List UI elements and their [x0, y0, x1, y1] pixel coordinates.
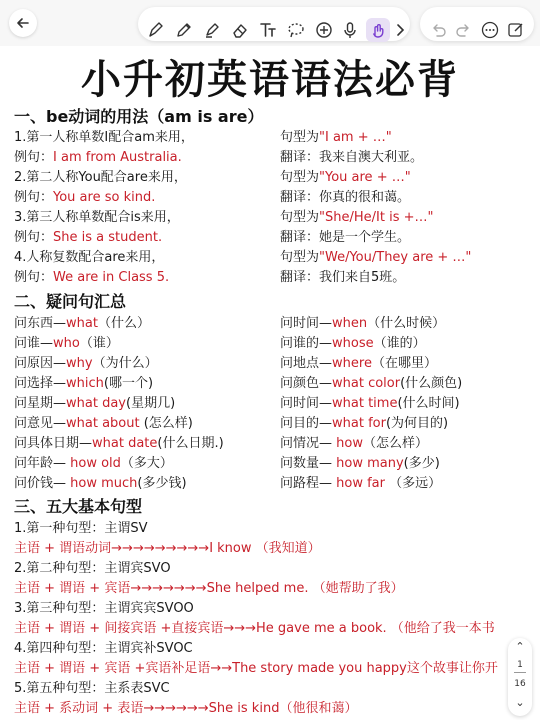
pencil-tool-button[interactable]: [172, 18, 196, 42]
page-divider: [514, 672, 526, 673]
pattern-formula: 主语 + 谓语 + 间接宾语 +直接宾语→→→He gave me a book. （他给了我一本书: [14, 621, 495, 636]
be-row-right: [280, 126, 392, 145]
be-row-left: [14, 126, 194, 145]
pattern-formula: 主语 + 谓语 + 宾语 +宾语补足语→→The story made you happy这个故事让你开: [14, 661, 498, 676]
pattern-formula: 主语 + 系动词 + 表语→→→→→→She is kind（他很和蔼）: [14, 701, 358, 716]
hand-gesture-icon: [368, 20, 388, 40]
question-meaning: (多少): [403, 456, 440, 471]
be-row-label: 1.第一人称单数I配合am来用，: [14, 130, 194, 145]
question-meaning: (怎么样): [139, 416, 193, 431]
be-row-right: [280, 166, 411, 185]
pattern-title: 2.第二种句型：主谓宾SVO: [14, 561, 171, 576]
be-row-label: 例句：: [14, 230, 54, 245]
page-title: 小升初英语语法必背: [81, 57, 459, 103]
question-purpose: 问年龄—: [14, 456, 71, 471]
pattern-title: 3.第三种句型：主谓宾宾SVOO: [14, 601, 194, 616]
pattern-title: 4.第四种句型：主谓宾补SVOC: [14, 641, 193, 656]
be-row-note: 翻译：她是一个学生。: [280, 230, 411, 245]
pattern-formula: 主语 + 谓语动词→→→→→→→→→I know （我知道）: [14, 541, 321, 556]
question-word: when: [332, 316, 368, 331]
drawing-tools-bar: [138, 7, 410, 41]
be-sentence-pattern: "I am + …": [319, 130, 392, 145]
microphone-icon: [340, 20, 360, 40]
be-row-label: 2.第二人称You配合are来用，: [14, 170, 187, 185]
question-word: who: [53, 336, 80, 351]
question-purpose: 问意见—: [14, 416, 67, 431]
question-meaning: （在哪里）: [371, 356, 437, 371]
text-icon: [258, 20, 278, 40]
question-meaning: （为什么）: [92, 356, 158, 371]
question-word: how: [336, 436, 363, 451]
question-meaning: (什么时间): [397, 396, 460, 411]
question-word: what for: [332, 416, 386, 431]
question-purpose: 问谁的—: [280, 336, 333, 351]
be-row-label: 4.人称复数配合are来用，: [14, 250, 165, 265]
question-meaning: （多远）: [385, 476, 442, 491]
be-row-left: [14, 146, 182, 165]
question-row-right: [280, 452, 440, 471]
question-purpose: 问原因—: [14, 356, 67, 371]
be-row-right: [280, 266, 405, 285]
chevron-down-icon[interactable]: ⌄: [515, 696, 525, 709]
question-word: what day: [66, 396, 126, 411]
be-row-right: [280, 246, 471, 265]
question-purpose: 问价钱—: [14, 476, 71, 491]
question-word: how old: [70, 456, 121, 471]
question-purpose: 问具体日期—: [14, 436, 93, 451]
lasso-tool-button[interactable]: [284, 18, 308, 42]
eraser-tool-button[interactable]: [228, 18, 252, 42]
question-meaning: (哪一个): [103, 376, 154, 391]
question-word: why: [66, 356, 93, 371]
question-word: what time: [332, 396, 398, 411]
question-row-right: [280, 352, 437, 371]
be-row-left: [14, 266, 169, 285]
question-row-left: [14, 412, 193, 431]
question-row-right: [280, 372, 462, 391]
be-row-note: 句型为: [280, 170, 320, 185]
question-purpose: 问谁—: [14, 336, 54, 351]
question-row-left: [14, 312, 150, 331]
be-row-note: 句型为: [280, 250, 320, 265]
be-sentence-pattern: "We/You/They are + …": [319, 250, 472, 265]
question-row-right: [280, 432, 428, 451]
pattern-formula: 主语 + 谓语 + 宾语→→→→→→→She helped me. （她帮助了我）: [14, 581, 404, 596]
section-heading-sentence-patterns: 三、五大基本句型: [14, 497, 143, 516]
chevron-right-icon: [390, 20, 410, 40]
pen-icon: [146, 20, 166, 40]
highlighter-tool-button[interactable]: [200, 18, 224, 42]
question-row-right: [280, 332, 426, 351]
question-word: what about: [66, 416, 140, 431]
question-purpose: 问东西—: [14, 316, 67, 331]
question-meaning: (星期几): [126, 396, 176, 411]
page-scroller[interactable]: [508, 638, 532, 716]
question-purpose: 问情况—: [280, 436, 337, 451]
question-purpose: 问目的—: [280, 416, 333, 431]
question-purpose: 问数量—: [280, 456, 337, 471]
question-word: which: [66, 376, 104, 391]
question-purpose: 问星期—: [14, 396, 67, 411]
be-row-label: 3.第三人称单数配合is来用，: [14, 210, 180, 225]
question-meaning: （什么时候）: [367, 316, 446, 331]
current-page-number: 1: [517, 660, 523, 670]
chevron-up-icon[interactable]: ⌃: [515, 640, 525, 653]
be-row-right: [280, 226, 410, 245]
be-row-left: [14, 246, 164, 265]
be-row-left: [14, 206, 180, 225]
question-word: what color: [332, 376, 401, 391]
question-meaning: (什么日期.): [157, 436, 224, 451]
total-page-number: 16: [514, 679, 526, 689]
add-element-button[interactable]: [312, 18, 336, 42]
more-tools-button[interactable]: [388, 18, 412, 42]
undo-button[interactable]: [426, 18, 450, 42]
question-row-left: [14, 392, 175, 411]
be-row-note: 翻译：你真的很和蔼。: [280, 190, 411, 205]
question-meaning: (为何目的): [385, 416, 449, 431]
undo-icon: [428, 20, 448, 40]
history-actions-bar: [420, 7, 534, 41]
be-example-sentence: I am from Australia.: [53, 150, 182, 165]
be-row-label: 例句：: [14, 190, 54, 205]
microphone-button[interactable]: [338, 18, 362, 42]
question-word: how much: [70, 476, 138, 491]
edit-note-button[interactable]: [504, 18, 528, 42]
be-row-label: 例句：: [14, 150, 54, 165]
question-purpose: 问选择—: [14, 376, 67, 391]
question-meaning: （谁）: [79, 336, 119, 351]
be-row-note: 翻译：我们来自5班。: [280, 270, 406, 285]
eraser-icon: [230, 20, 250, 40]
top-toolbar: [0, 0, 540, 46]
be-row-left: [14, 166, 187, 185]
question-purpose: 问地点—: [280, 356, 333, 371]
be-example-sentence: We are in Class 5.: [53, 270, 170, 285]
lasso-icon: [286, 20, 306, 40]
question-purpose: 问时间—: [280, 396, 333, 411]
question-row-left: [14, 372, 153, 391]
question-meaning: （谁的）: [373, 336, 426, 351]
question-row-left: [14, 432, 224, 451]
question-meaning: （怎么样）: [362, 436, 428, 451]
question-row-left: [14, 352, 158, 371]
be-row-note: 句型为: [280, 130, 320, 145]
more-options-button[interactable]: [478, 18, 502, 42]
redo-button[interactable]: [452, 18, 476, 42]
question-row-left: [14, 472, 187, 491]
be-sentence-pattern: "She/He/It is +…": [319, 210, 434, 225]
question-meaning: (多少钱): [137, 476, 187, 491]
be-row-left: [14, 186, 155, 205]
question-row-left: [14, 452, 173, 471]
be-example-sentence: She is a student.: [53, 230, 163, 245]
be-row-note: 句型为: [280, 210, 320, 225]
edit-square-icon: [506, 20, 526, 40]
be-sentence-pattern: "You are + …": [319, 170, 411, 185]
back-button[interactable]: [9, 9, 37, 37]
highlighter-icon: [202, 20, 222, 40]
question-purpose: 问颜色—: [280, 376, 333, 391]
be-row-right: [280, 206, 433, 225]
redo-icon: [454, 20, 474, 40]
question-word: where: [332, 356, 372, 371]
be-row-right: [280, 146, 423, 165]
section-heading-be-verbs: 一、be动词的用法（am is are）: [14, 107, 264, 126]
question-meaning: （什么）: [97, 316, 150, 331]
more-dots-icon: [480, 20, 500, 40]
gesture-tool-button[interactable]: [366, 18, 390, 42]
arrow-left-icon: [15, 15, 31, 31]
pen-tool-button[interactable]: [144, 18, 168, 42]
question-word: what: [66, 316, 98, 331]
question-row-right: [280, 312, 445, 331]
be-example-sentence: You are so kind.: [53, 190, 156, 205]
question-meaning: （多大）: [120, 456, 173, 471]
be-row-label: 例句：: [14, 270, 54, 285]
question-row-right: [280, 472, 441, 491]
question-purpose: 问时间—: [280, 316, 333, 331]
pattern-title: 1.第一种句型：主谓SV: [14, 521, 148, 536]
question-row-right: [280, 412, 448, 431]
be-row-note: 翻译：我来自澳大利亚。: [280, 150, 424, 165]
pattern-title: 5.第五种句型：主系表SVC: [14, 681, 170, 696]
plus-circle-icon: [314, 20, 334, 40]
question-purpose: 问路程—: [280, 476, 337, 491]
question-word: how far: [336, 476, 385, 491]
question-word: how many: [336, 456, 404, 471]
question-word: what date: [92, 436, 158, 451]
be-row-right: [280, 186, 410, 205]
section-heading-questions: 二、疑问句汇总: [14, 292, 127, 311]
question-row-left: [14, 332, 119, 351]
question-row-right: [280, 392, 460, 411]
question-word: whose: [332, 336, 374, 351]
pencil-icon: [174, 20, 194, 40]
text-tool-button[interactable]: [256, 18, 280, 42]
question-meaning: (什么颜色): [400, 376, 463, 391]
be-row-left: [14, 226, 162, 245]
